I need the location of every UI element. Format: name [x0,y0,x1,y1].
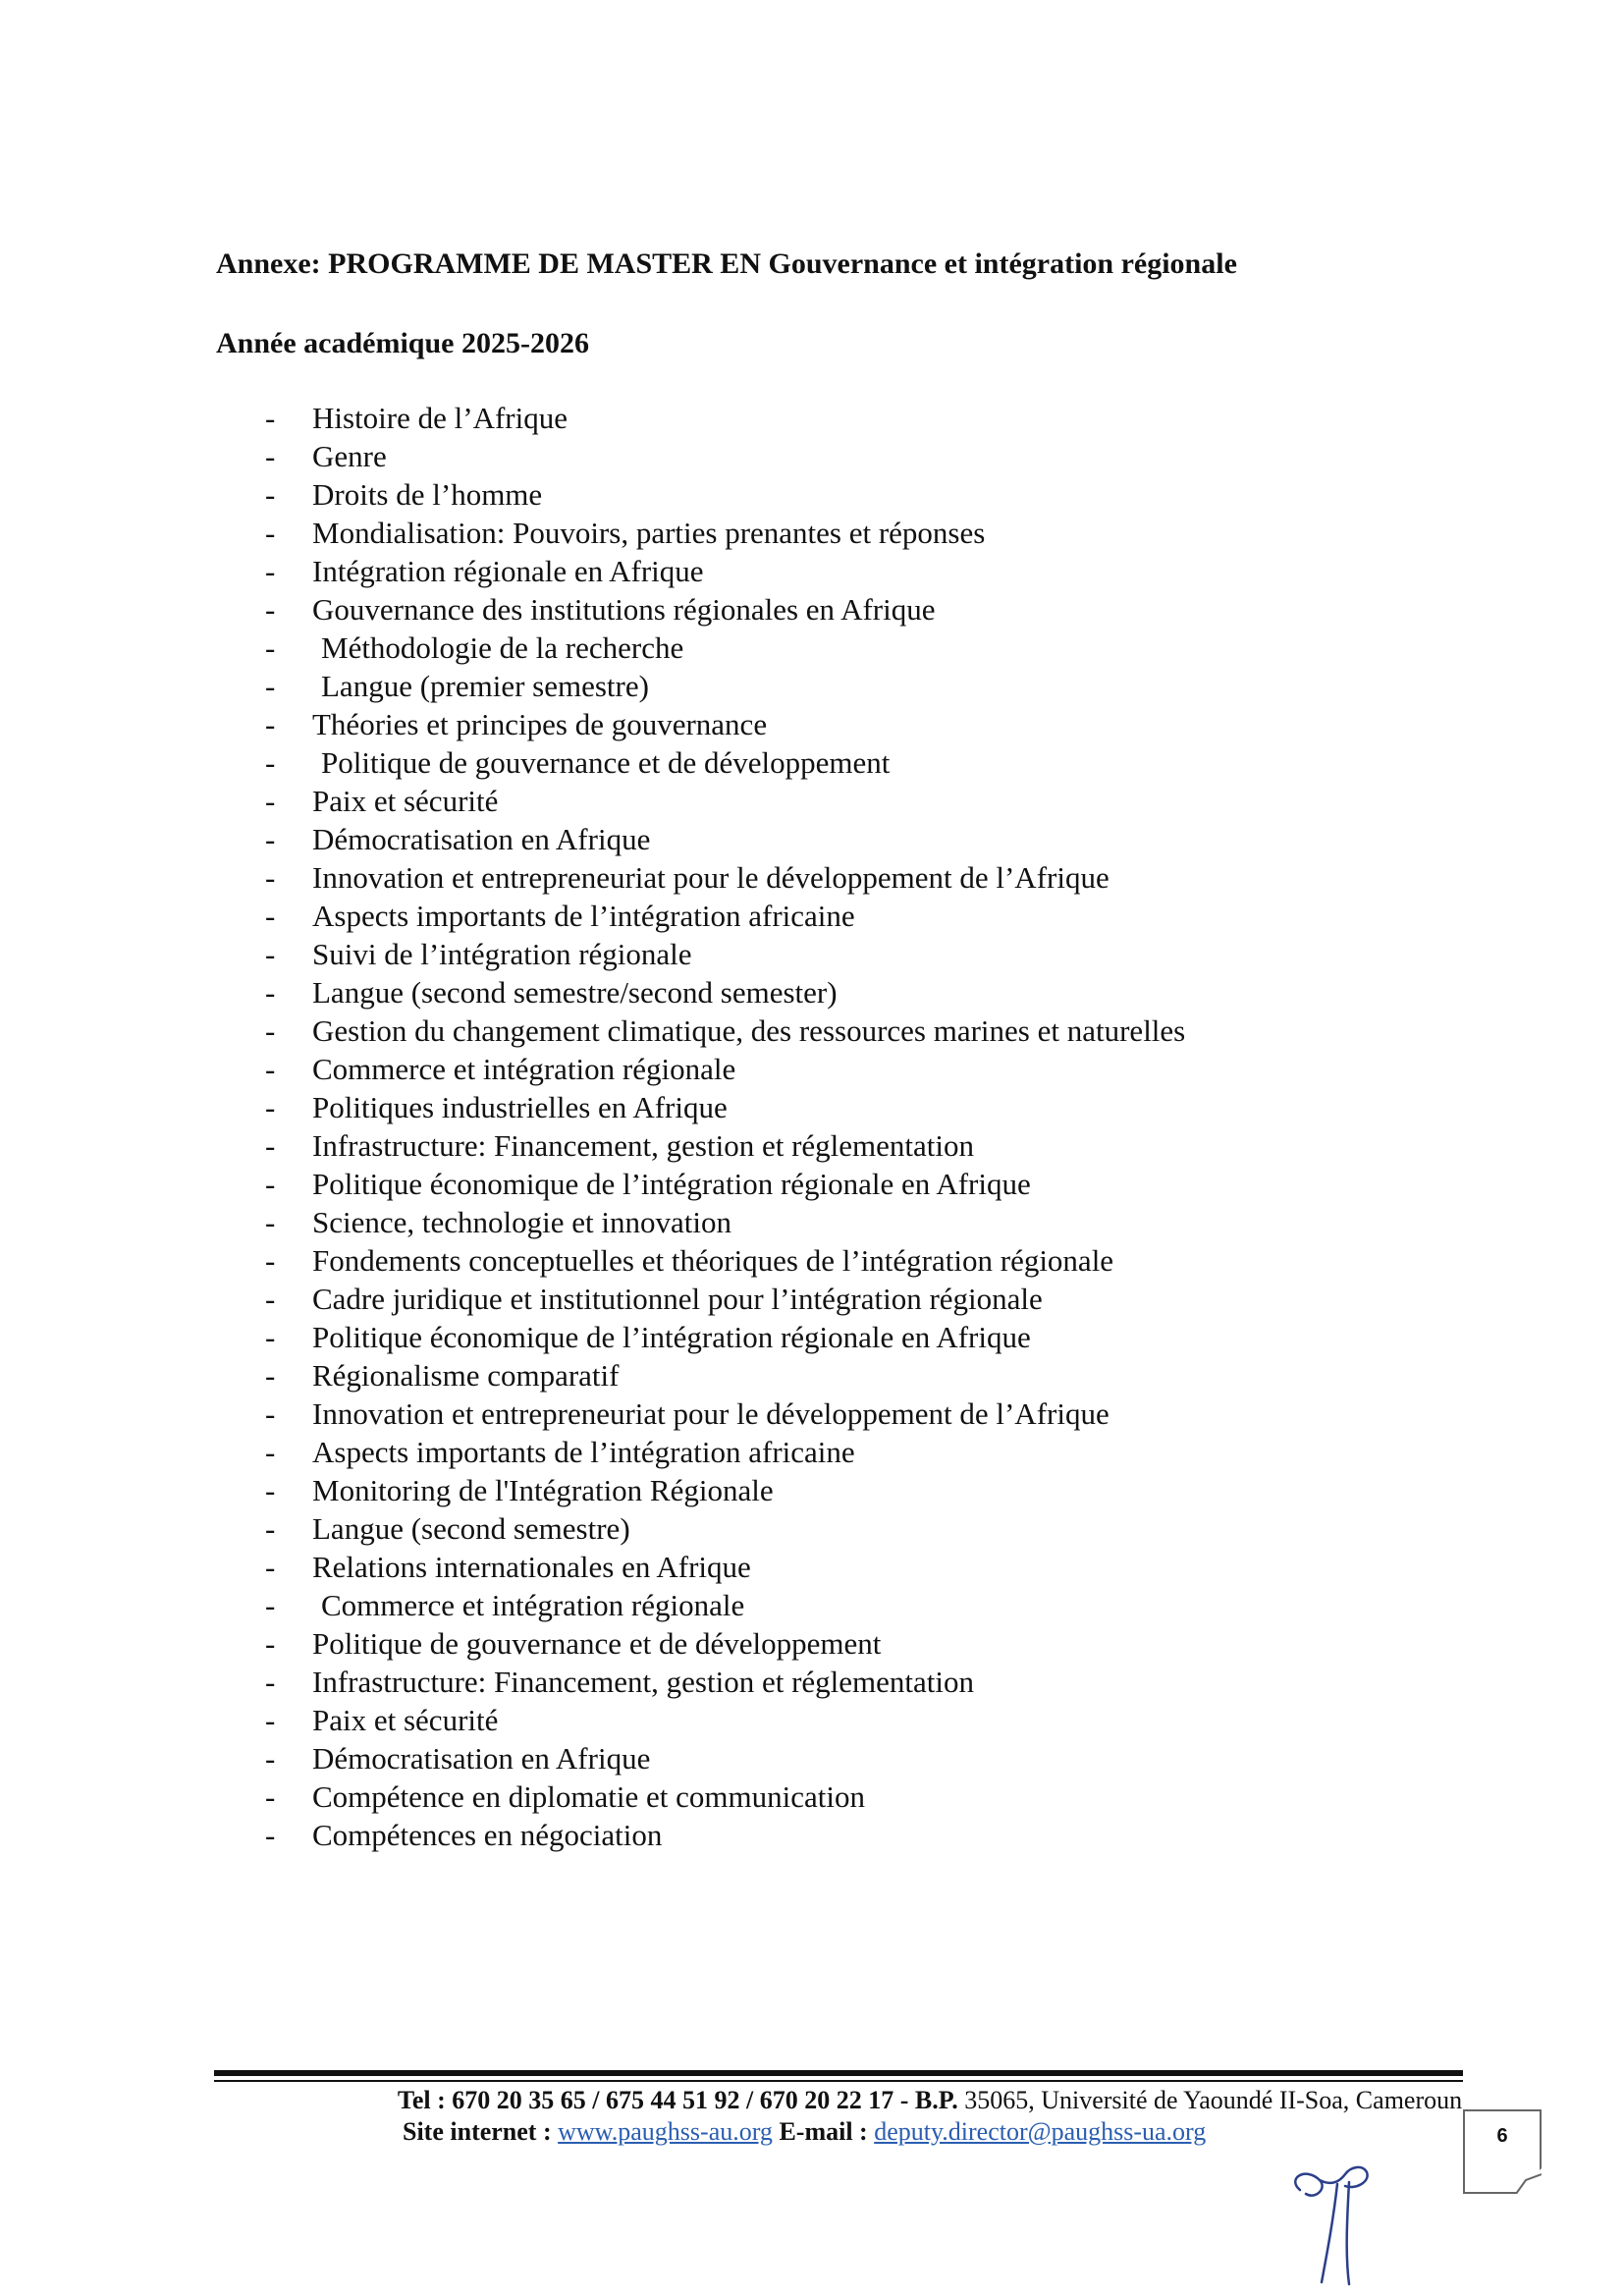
list-bullet: - [265,784,276,818]
list-bullet: - [265,439,276,473]
course-name: Innovation et entrepreneuriat pour le développement de l’Afrique [312,860,1110,895]
course-name: Suivi de l’intégration régionale [312,937,692,971]
page-number: 6 [1496,2125,1508,2147]
course-name: Intégration régionale en Afrique [312,554,704,588]
list-bullet: - [265,1128,276,1163]
list-bullet: - [265,1703,276,1737]
list-bullet: - [265,1473,276,1507]
course-name: Méthodologie de la recherche [321,630,684,665]
footer-contact-line [0,2086,1624,2115]
course-name: Démocratisation en Afrique [312,822,651,856]
course-name: Compétences en négociation [312,1818,663,1852]
list-bullet: - [265,1779,276,1814]
course-name: Politique de gouvernance et de développement [321,745,891,780]
list-bullet: - [265,1818,276,1852]
academic-year: Année académique 2025-2026 [216,327,589,359]
page-title: Annexe: PROGRAMME DE MASTER EN Gouvernance et intégration régionale [216,247,1237,280]
course-name: Commerce et intégration régionale [312,1052,736,1086]
course-name: Gestion du changement climatique, des ressources marines et naturelles [312,1013,1186,1048]
course-name: Infrastructure: Financement, gestion et réglementation [312,1128,975,1163]
course-name: Paix et sécurité [312,784,499,818]
footer-divider-thin [214,2080,1463,2082]
list-bullet: - [265,554,276,588]
course-name: Mondialisation: Pouvoirs, parties prenantes et réponses [312,516,986,550]
course-name: Démocratisation en Afrique [312,1741,651,1776]
list-bullet: - [265,937,276,971]
site-label: Site internet : [403,2117,552,2146]
list-bullet: - [265,822,276,856]
list-bullet: - [265,516,276,550]
list-bullet: - [265,1665,276,1699]
list-bullet: - [265,401,276,435]
course-name: Monitoring de l'Intégration Régionale [312,1473,774,1507]
postal-address: 35065, Université de Yaoundé II-Soa, Cameroun [964,2086,1463,2114]
page-number-box [1463,2109,1542,2194]
email-link[interactable]: deputy.director@paughss-ua.org [874,2117,1207,2146]
course-name: Politique économique de l’intégration régionale en Afrique [312,1320,1031,1354]
list-bullet: - [265,1511,276,1546]
course-name: Politique économique de l’intégration régionale en Afrique [312,1167,1031,1201]
list-bullet: - [265,1396,276,1431]
course-name: Infrastructure: Financement, gestion et réglementation [312,1665,975,1699]
list-bullet: - [265,1626,276,1661]
tel-numbers: 670 20 35 65 / 675 44 51 92 / 670 20 22 17 - B.P. [452,2086,958,2114]
course-name: Relations internationales en Afrique [312,1550,751,1584]
signature-initials [1276,2160,1394,2288]
footer-divider [214,2070,1463,2076]
list-bullet: - [265,745,276,780]
list-bullet: - [265,1741,276,1776]
list-bullet: - [265,1282,276,1316]
course-name: Paix et sécurité [312,1703,499,1737]
course-name: Aspects importants de l’intégration africaine [312,1435,855,1469]
course-name: Langue (second semestre/second semester) [312,975,838,1010]
course-name: Innovation et entrepreneuriat pour le développement de l’Afrique [312,1396,1110,1431]
page-curl-icon [1516,2168,1542,2194]
list-bullet: - [265,975,276,1010]
course-name: Fondements conceptuelles et théoriques de l’intégration régionale [312,1243,1114,1278]
list-bullet: - [265,477,276,512]
tel-label: Tel : [397,2086,446,2114]
course-name: Histoire de l’Afrique [312,401,568,435]
course-name: Langue (second semestre) [312,1511,630,1546]
website-link[interactable]: www.paughss-au.org [558,2117,773,2146]
list-bullet: - [265,1588,276,1622]
course-name: Genre [312,439,387,473]
list-bullet: - [265,1243,276,1278]
course-name: Cadre juridique et institutionnel pour l’intégration régionale [312,1282,1043,1316]
list-bullet: - [265,707,276,741]
course-name: Droits de l’homme [312,477,543,512]
course-name: Gouvernance des institutions régionales en Afrique [312,592,936,627]
course-name: Commerce et intégration régionale [321,1588,745,1622]
list-bullet: - [265,899,276,933]
list-bullet: - [265,1550,276,1584]
list-bullet: - [265,1052,276,1086]
course-name: Aspects importants de l’intégration africaine [312,899,855,933]
email-label: E-mail : [779,2117,868,2146]
course-name: Politique de gouvernance et de développement [312,1626,882,1661]
list-bullet: - [265,630,276,665]
course-name: Science, technologie et innovation [312,1205,731,1239]
list-bullet: - [265,1090,276,1124]
list-bullet: - [265,1435,276,1469]
list-bullet: - [265,860,276,895]
list-bullet: - [265,669,276,703]
list-bullet: - [265,1358,276,1393]
list-bullet: - [265,592,276,627]
course-name: Compétence en diplomatie et communication [312,1779,865,1814]
course-name: Théories et principes de gouvernance [312,707,768,741]
list-bullet: - [265,1167,276,1201]
footer-web-line [403,2117,1206,2147]
list-bullet: - [265,1013,276,1048]
list-bullet: - [265,1320,276,1354]
course-name: Langue (premier semestre) [321,669,649,703]
course-name: Politiques industrielles en Afrique [312,1090,728,1124]
list-bullet: - [265,1205,276,1239]
course-name: Régionalisme comparatif [312,1358,620,1393]
